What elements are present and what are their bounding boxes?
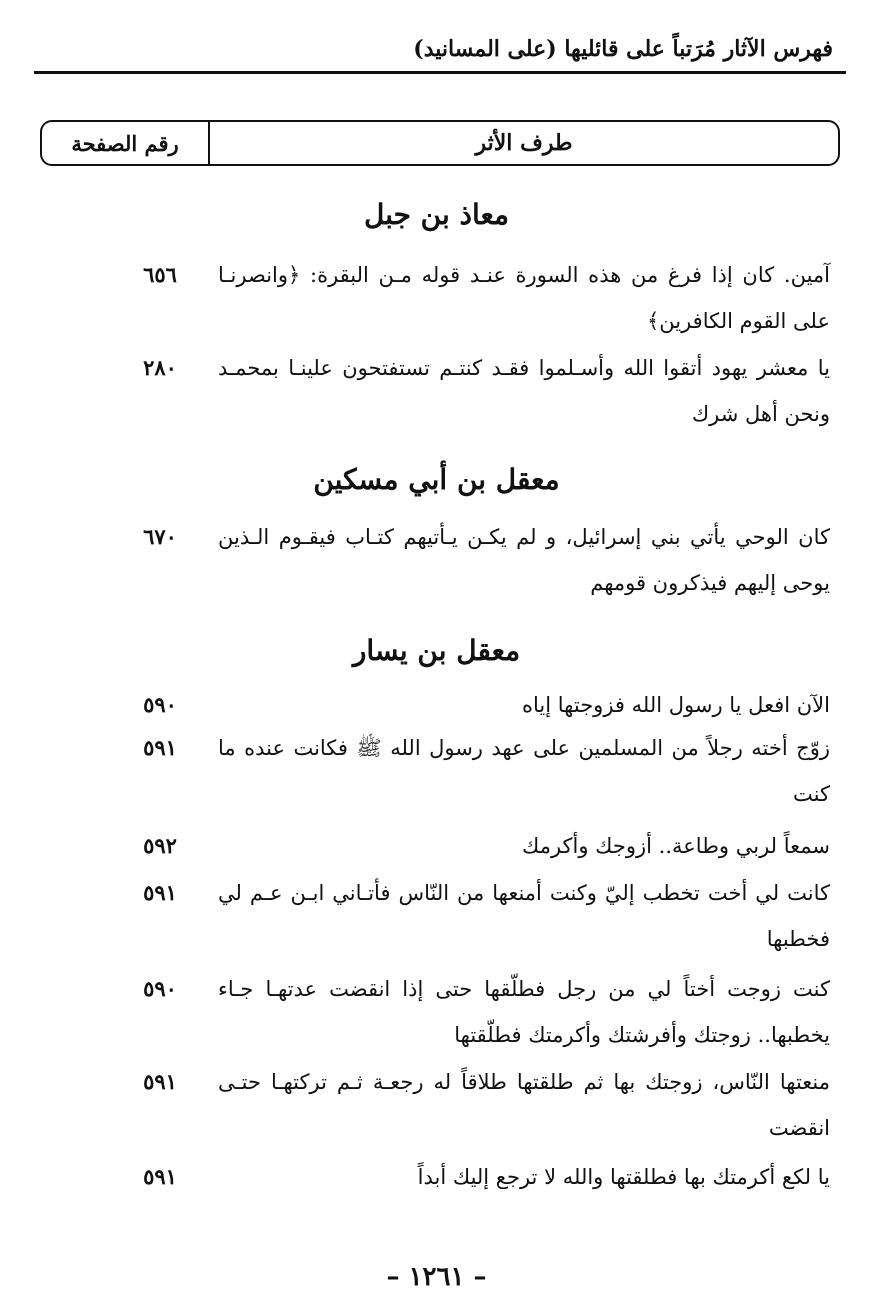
entry-text: زوّج أخته رجلاً من المسلمين على عهد رسول الله ﷺ فكانت عنده ما كنت [218, 736, 830, 806]
section-title: معقل بن أبي مسكين [313, 463, 560, 496]
entry-page-number: ٦٧٠ [143, 524, 177, 549]
entry-text: كانت لي أخت تخطب إليّ وكنت أمنعها من النّاس فأتـاني ابـن عـم لي فخطبها [218, 881, 830, 951]
entry-text: الآن افعل يا رسول الله فزوجتها إياه [522, 693, 830, 717]
index-entry [120, 870, 830, 951]
entry-page-number: ٥٩٠ [143, 692, 177, 717]
entry-text: منعتها النّاس، زوجتك بها ثم طلقتها طلاقاً له رجعـة ثـم تركتهـا حتـى انقضت [218, 1070, 830, 1140]
page-number: – ١٢٦١ – [386, 1262, 487, 1292]
entry-text: يا معشر يهود أتقوا الله وأسـلموا فقـد كنتـم تستفتحون علينـا بمحمـد ونحن أهل شرك [218, 356, 830, 426]
entry-text: آمين. كان إذا فرغ من هذه السورة عنـد قوله مـن البقرة: ﴿وانصرنـا على القوم الكافرين﴾ [218, 263, 830, 333]
index-entry [120, 1059, 830, 1140]
entry-page-number: ٥٩٢ [143, 833, 177, 858]
entry-text: كان الوحي يأتي بني إسرائيل، و لم يكـن يـأتيهم كتـاب فيقـوم الـذين يوحى إليهم فيذكرون قومهم [218, 525, 830, 595]
entry-page-number: ٦٥٦ [143, 262, 177, 287]
entry-text: يا لكع أكرمتك بها فطلقتها والله لا ترجع إليك أبداً [417, 1165, 830, 1189]
index-entry [120, 1154, 830, 1189]
text-column-header: طرف الأثر [475, 130, 573, 156]
entry-page-number: ٥٩١ [143, 735, 177, 760]
index-entry [120, 966, 830, 1047]
entry-page-number: ٥٩١ [143, 1164, 177, 1189]
section-title: معقل بن يسار [352, 634, 521, 667]
index-entry [120, 252, 830, 333]
entry-page-number: ٥٩١ [143, 880, 177, 905]
index-entry [120, 514, 830, 595]
page-column-header: رقم الصفحة [42, 122, 210, 164]
section-title: معاذ بن جبل [363, 198, 510, 231]
index-entry [120, 823, 830, 858]
entry-page-number: ٥٩١ [143, 1069, 177, 1094]
entry-text: كنت زوجت أختاً لي من رجل فطلّقها حتى إذا انقضت عدتهـا جـاء يخطبها.. زوجتك وأفرشتك وأكرمتك فطلّقتها [218, 977, 830, 1047]
index-entry [120, 345, 830, 426]
entry-page-number: ٢٨٠ [143, 355, 177, 380]
index-entry [120, 682, 830, 717]
running-head: فهرس الآثار مُرَتباً على قائليها (على المسانيد) [413, 36, 833, 62]
entry-text: سمعاً لربي وطاعة.. أزوجك وأكرمك [522, 834, 830, 858]
index-entry [120, 725, 830, 806]
entry-page-number: ٥٩٠ [143, 976, 177, 1001]
